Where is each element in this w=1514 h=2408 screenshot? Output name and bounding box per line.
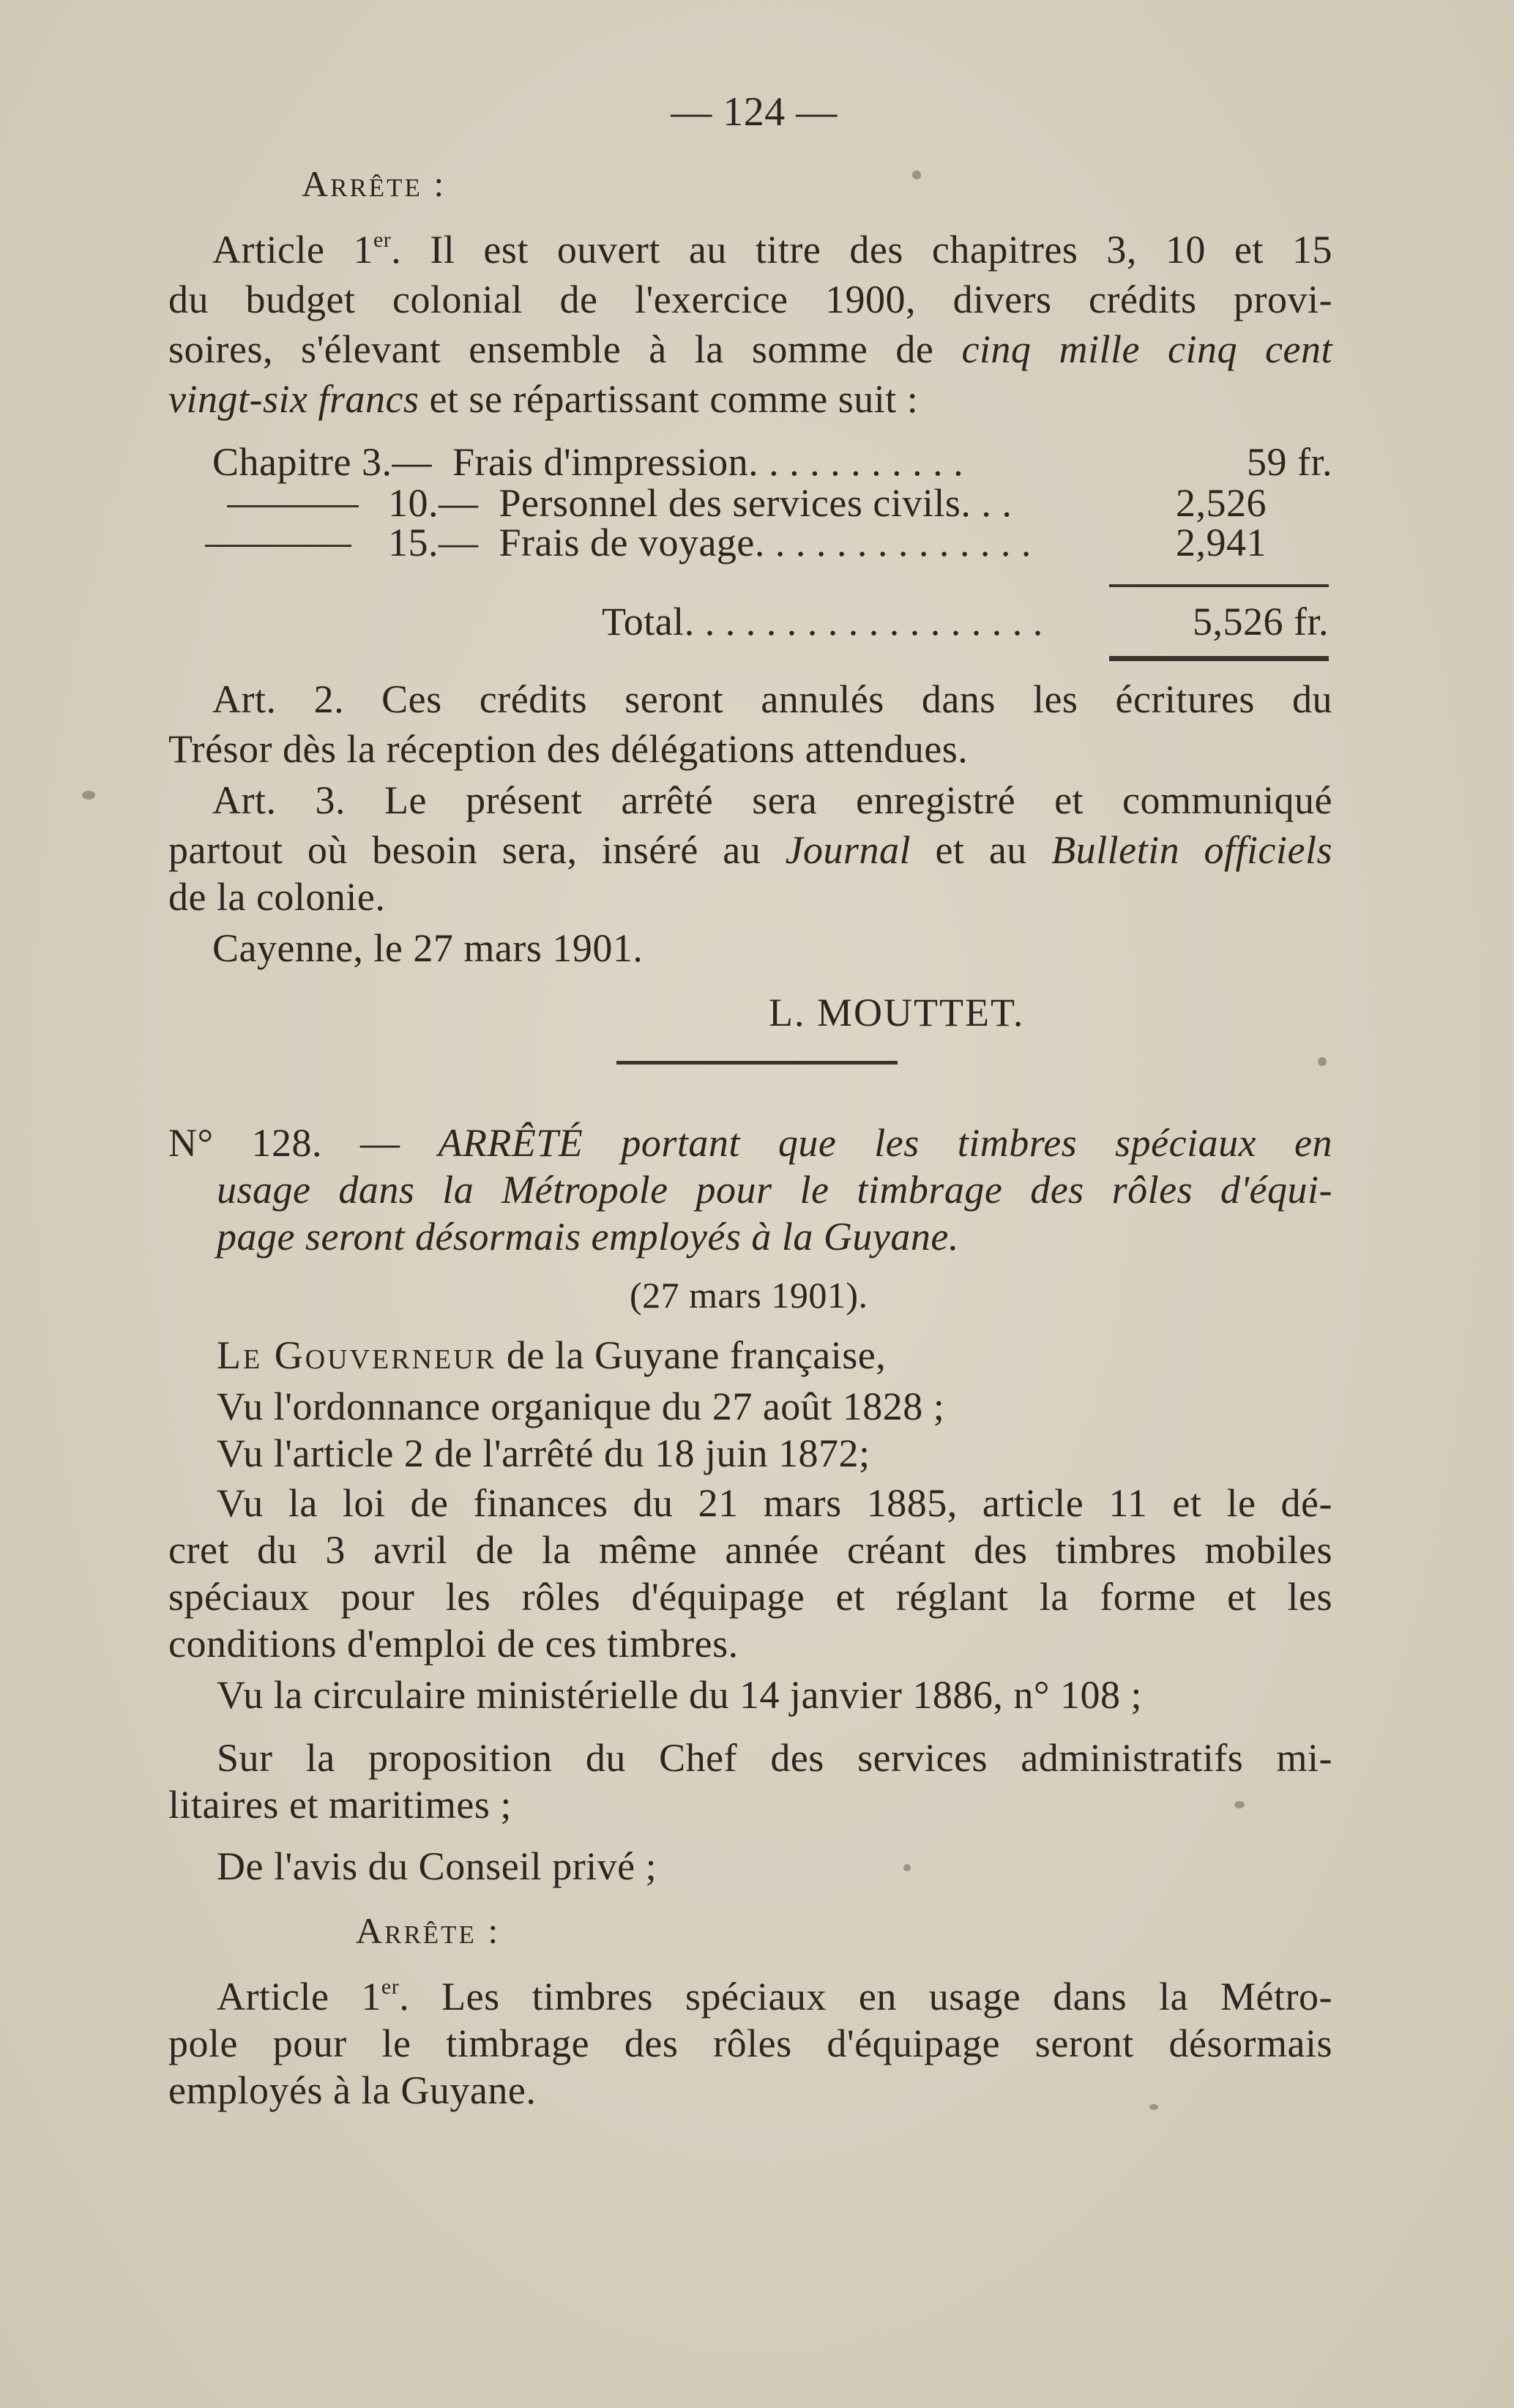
article-3-line-2: partout où besoin sera, inséré au Journal et au Bulletin officiels bbox=[168, 828, 1332, 872]
table-row-chapter-10: 10.— Personnel des services civils. . . bbox=[388, 481, 1013, 525]
sur-line-1: Sur la proposition du Chef des services administratifs mi- bbox=[217, 1736, 1332, 1780]
article-1-line-4: vingt-six francs et se répartissant comme suit : bbox=[168, 377, 919, 421]
decree-2-date: (27 mars 1901). bbox=[630, 1275, 868, 1316]
scan-speck bbox=[1234, 1801, 1245, 1808]
table-row-chapter-15: 15.— Frais de voyage. . . . . . . . . . . . . . bbox=[388, 521, 1032, 564]
vu-line-6: conditions d'emploi de ces timbres. bbox=[168, 1622, 739, 1666]
signature: L. MOUTTET. bbox=[769, 991, 1025, 1035]
total-double-rule bbox=[1109, 656, 1329, 661]
page-number: — 124 — bbox=[671, 89, 838, 135]
vu-line-4: cret du 3 avril de la même année créant des timbres mobiles bbox=[168, 1528, 1332, 1572]
vu-line-3: Vu la loi de finances du 21 mars 1885, article 11 et le dé- bbox=[217, 1481, 1332, 1525]
gouverneur-line: Le Gouverneur de la Guyane française, bbox=[217, 1333, 887, 1377]
article-1-line-1: Article 1er. Il est ouvert au titre des chapitres 3, 10 et 15 bbox=[212, 228, 1332, 272]
total-row: Total. . . . . . . . . . . . . . . . . . bbox=[602, 600, 1043, 644]
scan-speck bbox=[903, 1864, 911, 1871]
section-separator bbox=[616, 1061, 898, 1065]
decree-2-title-line-3: page seront désormais employés à la Guyane. bbox=[217, 1215, 959, 1259]
ditto-dash-1 bbox=[227, 505, 359, 507]
decree-2-title-line-2: usage dans la Métropole pour le timbrage des rôles d'équi- bbox=[217, 1168, 1332, 1212]
arrete-heading-2: Arrête : bbox=[356, 1910, 501, 1951]
scan-speck bbox=[82, 791, 95, 799]
article-3-line-1: Art. 3. Le présent arrêté sera enregistré et communiqué bbox=[212, 778, 1332, 822]
ditto-dash-2 bbox=[205, 545, 351, 547]
arrete-heading: Arrête : bbox=[302, 163, 447, 204]
avis-line: De l'avis du Conseil privé ; bbox=[217, 1844, 657, 1888]
article-2-line-1: Art. 2. Ces crédits seront annulés dans les écritures du bbox=[212, 677, 1332, 721]
sur-line-2: litaires et maritimes ; bbox=[168, 1783, 512, 1827]
date-line: Cayenne, le 27 mars 1901. bbox=[212, 926, 644, 970]
scan-speck bbox=[1318, 1057, 1327, 1066]
decree-2-title-line-1: N° 128. — ARRÊTÉ portant que les timbres spéciaux en bbox=[168, 1121, 1332, 1165]
vu-line-5: spéciaux pour les rôles d'équipage et réglant la forme et les bbox=[168, 1575, 1332, 1619]
total-amount: 5,526 fr. bbox=[1193, 600, 1329, 644]
decree-2-article-1-line-1: Article 1er. Les timbres spéciaux en usage dans la Métro- bbox=[217, 1975, 1332, 2019]
article-1-line-2: du budget colonial de l'exercice 1900, divers crédits provi- bbox=[168, 277, 1332, 321]
vu-line-7: Vu la circulaire ministérielle du 14 janvier 1886, n° 108 ; bbox=[217, 1673, 1143, 1717]
article-3-line-3: de la colonie. bbox=[168, 875, 386, 919]
article-2-line-2: Trésor dès la réception des délégations attendues. bbox=[168, 727, 969, 771]
vu-line-2: Vu l'article 2 de l'arrêté du 18 juin 1872; bbox=[217, 1431, 870, 1475]
table-amount-chapter-3: 59 fr. bbox=[1247, 440, 1332, 484]
table-amount-chapter-15: 2,941 bbox=[1176, 521, 1267, 564]
article-1-line-3: soires, s'élevant ensemble à la somme de cinq mille cinq cent bbox=[168, 327, 1332, 371]
sum-rule bbox=[1109, 584, 1329, 587]
scan-speck bbox=[1149, 2104, 1158, 2110]
decree-2-article-1-line-2: pole pour le timbrage des rôles d'équipage seront désormais bbox=[168, 2021, 1332, 2065]
table-amount-chapter-10: 2,526 bbox=[1176, 481, 1267, 525]
vu-line-1: Vu l'ordonnance organique du 27 août 1828 ; bbox=[217, 1384, 945, 1428]
table-row-chapter-3: Chapitre 3.— Frais d'impression. . . . . . . . . . . bbox=[212, 440, 964, 484]
decree-2-article-1-line-3: employés à la Guyane. bbox=[168, 2068, 537, 2112]
scan-speck bbox=[912, 171, 921, 179]
